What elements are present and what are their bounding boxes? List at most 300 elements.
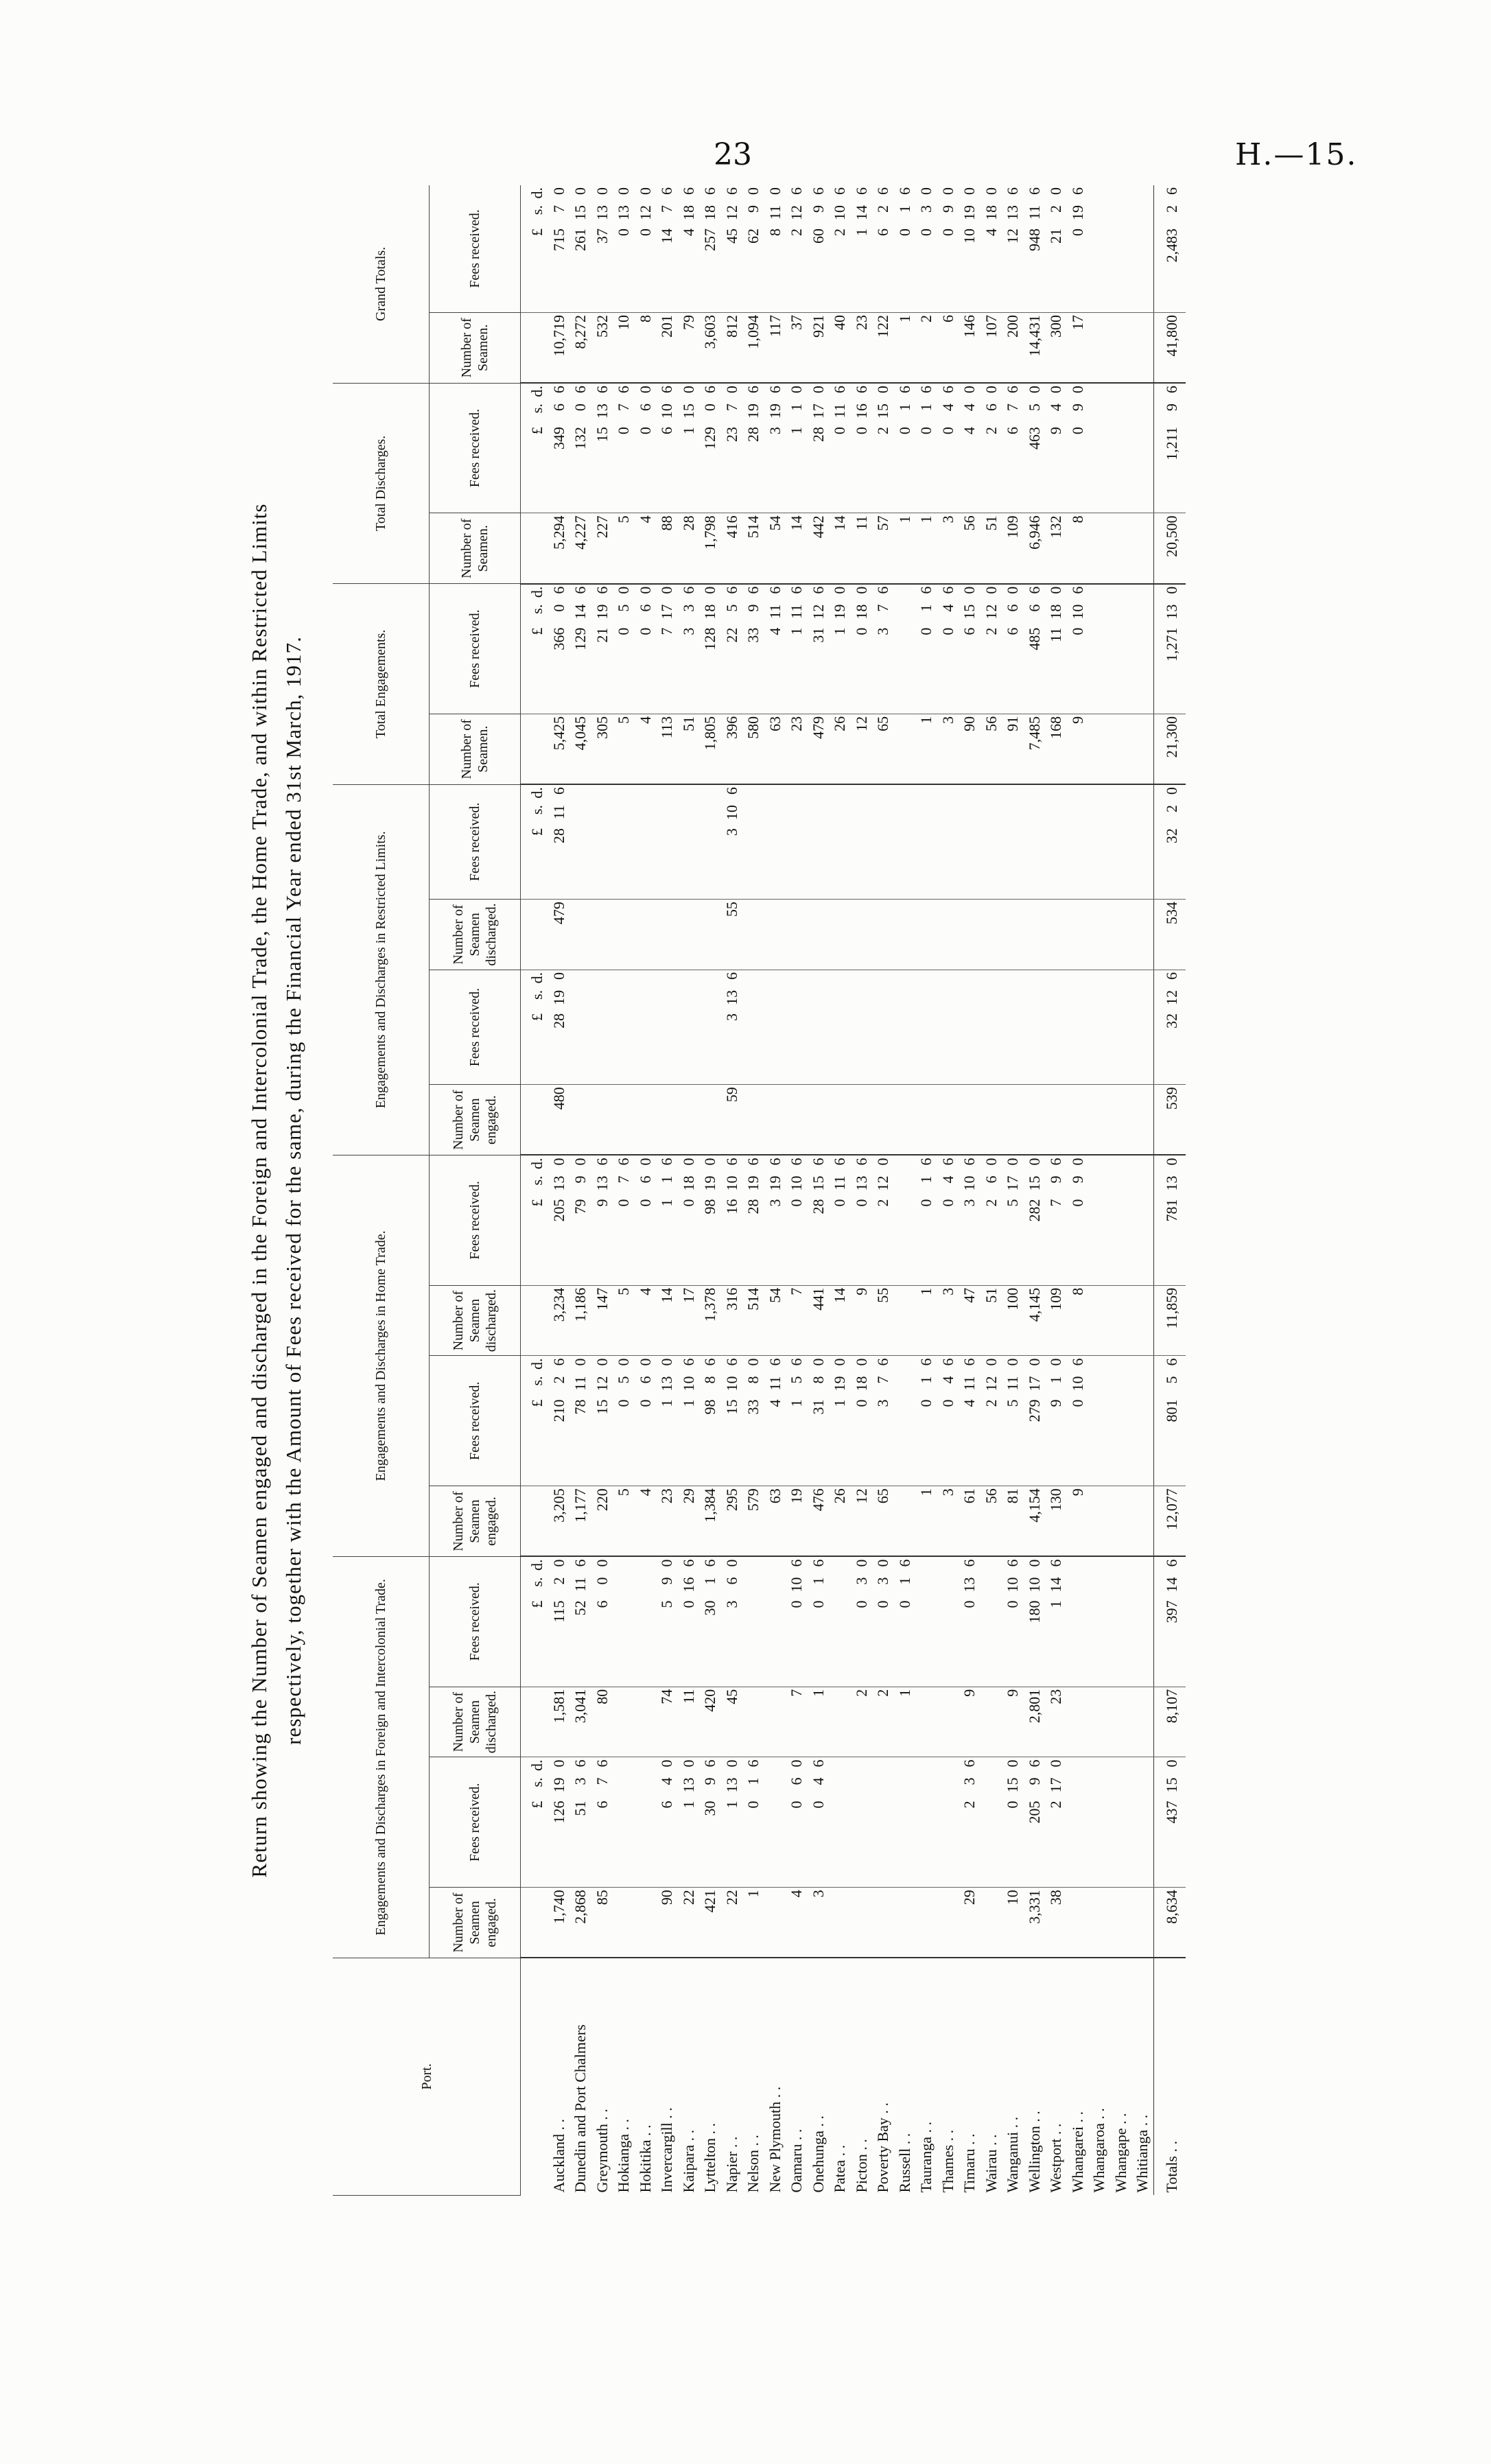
fees-cell — [1110, 784, 1132, 900]
fees-cell — [1153, 1556, 1186, 1687]
fees-cell — [1067, 1155, 1089, 1285]
fees-cell — [1002, 1757, 1024, 1888]
count-cell: 421 — [699, 1888, 721, 1958]
fees-cell — [959, 1556, 981, 1687]
count-cell: 47 — [959, 1285, 981, 1356]
fees-cell — [1131, 185, 1153, 312]
pounds-value: 129 — [572, 627, 589, 650]
count-cell: 416 — [721, 513, 743, 584]
pounds-value: 0 — [852, 1199, 870, 1207]
fees-cell — [786, 584, 808, 714]
fees-cell — [915, 1556, 937, 1687]
fees-cell — [1153, 584, 1186, 714]
pence-value: 0 — [615, 1358, 632, 1366]
shillings-value: 5 — [788, 1376, 805, 1384]
port-name: Lyttelton . . — [701, 2123, 718, 2193]
currency-units — [521, 584, 548, 714]
count-cell: 130 — [1045, 1486, 1067, 1557]
currency-units — [521, 1356, 548, 1486]
shillings-value: 0 — [550, 604, 567, 612]
pounds-value: 33 — [744, 1399, 762, 1415]
count-cell: 1 — [915, 1486, 937, 1557]
fees-cell — [699, 1757, 721, 1888]
count-cell — [1088, 513, 1110, 584]
pence-value: 6 — [1162, 1559, 1180, 1567]
shillings-value: 13 — [1004, 205, 1021, 220]
pounds-value: 4 — [961, 427, 978, 435]
count-cell — [894, 1285, 916, 1356]
shillings-value: 9 — [939, 205, 956, 213]
fees-cell — [1088, 1155, 1110, 1285]
count-cell: 201 — [656, 312, 678, 383]
count-cell — [981, 1687, 1002, 1757]
pence-value: 0 — [658, 1358, 675, 1366]
count-cell — [1110, 1285, 1132, 1356]
fees-cell — [915, 970, 937, 1084]
count-cell — [1088, 1085, 1110, 1155]
table-row — [1067, 185, 1089, 2196]
shillings-value: 4 — [809, 1777, 827, 1785]
unit-spacer — [521, 1687, 548, 1757]
fees-cell — [656, 1556, 678, 1687]
fees-cell — [1153, 1356, 1186, 1486]
pence-value: 0 — [917, 187, 935, 195]
pounds-value: 0 — [809, 1600, 827, 1608]
pence-value: 0 — [593, 1358, 611, 1366]
shillings-value: 11 — [572, 1376, 589, 1391]
fees-cell — [851, 1556, 873, 1687]
currency-unit-row — [521, 185, 548, 2196]
fees-cell — [1067, 1556, 1089, 1687]
pounds-value: 28 — [744, 1199, 762, 1215]
count-cell: 3 — [808, 1888, 830, 1958]
shillings-value: 12 — [1162, 989, 1180, 1005]
count-cell — [937, 1888, 959, 1958]
shillings-value: 19 — [831, 1376, 848, 1392]
shillings-value: 19 — [766, 403, 784, 419]
pounds-value: 28 — [550, 828, 567, 844]
count-cell: 79 — [678, 312, 700, 383]
pounds-value: 0 — [1068, 1199, 1086, 1207]
count-cell: 14 — [656, 1285, 678, 1356]
pounds-value: 60 — [809, 228, 827, 244]
pence-value: 6 — [766, 1158, 784, 1166]
fees-cell — [808, 784, 830, 900]
pence-value: 6 — [701, 1358, 718, 1366]
count-cell: 56 — [959, 513, 981, 584]
pounds-value: 32 — [1162, 828, 1180, 844]
sub-header-fees: Fees received. — [430, 1356, 521, 1486]
shillings-value: 8 — [809, 1376, 827, 1384]
count-cell: 1,581 — [548, 1687, 570, 1757]
shillings-value: 4 — [939, 604, 956, 612]
pence-value: 6 — [744, 1158, 762, 1166]
pounds-value: 2 — [1047, 1800, 1064, 1809]
currency-units — [521, 970, 548, 1084]
fees-cell — [613, 1356, 635, 1486]
fees-cell — [851, 970, 873, 1084]
shillings-value: 0 — [593, 1577, 611, 1585]
shillings-value: 11 — [766, 205, 784, 220]
count-cell: 812 — [721, 312, 743, 383]
fees-cell — [959, 1155, 981, 1285]
fees-cell — [1067, 784, 1089, 900]
port-name: Tauranga . . — [917, 2121, 935, 2193]
pence-value: 6 — [1162, 972, 1180, 980]
pence-value: 6 — [809, 1158, 827, 1166]
pence-value: 0 — [1162, 787, 1180, 795]
pence-value: 0 — [1047, 1759, 1064, 1768]
fees-cell — [1088, 970, 1110, 1084]
pence-value: 0 — [1004, 586, 1021, 594]
pounds-value: 0 — [939, 1199, 956, 1207]
count-cell: 9 — [1067, 1486, 1089, 1557]
shillings-value: 15 — [679, 403, 697, 419]
shillings-value: 9 — [1068, 403, 1086, 412]
unit-d: d. — [528, 972, 545, 984]
shillings-value: 10 — [723, 805, 740, 821]
port-name: Nelson . . — [744, 2135, 762, 2193]
fees-cell — [721, 1757, 743, 1888]
shillings-value: 19 — [744, 403, 762, 419]
count-cell: 63 — [764, 714, 786, 784]
unit-spacer — [521, 1486, 548, 1557]
port-name: Dunedin and Port Chalmers — [572, 2024, 589, 2193]
fees-cell — [699, 784, 721, 900]
pence-value: 6 — [658, 386, 675, 394]
count-cell: 220 — [591, 1486, 613, 1557]
table-row — [678, 185, 700, 2196]
pence-value: 6 — [658, 1158, 675, 1166]
fees-cell — [548, 1757, 570, 1888]
count-cell — [829, 1888, 851, 1958]
shillings-value: 19 — [766, 1175, 784, 1191]
count-cell — [1131, 312, 1153, 383]
pence-value: 6 — [766, 586, 784, 594]
count-cell — [1110, 1486, 1132, 1557]
count-cell — [786, 1085, 808, 1155]
pounds-value: 52 — [572, 1600, 589, 1616]
shillings-value: 4 — [939, 403, 956, 412]
count-cell: 54 — [764, 1285, 786, 1356]
fees-cell — [548, 970, 570, 1084]
shillings-value: 15 — [572, 205, 589, 220]
count-cell — [1131, 513, 1153, 584]
pence-value: 0 — [744, 187, 762, 195]
unit-d: d. — [528, 586, 545, 598]
shillings-value: 11 — [1025, 205, 1043, 220]
shillings-value: 13 — [852, 1175, 870, 1191]
fees-cell — [786, 1155, 808, 1285]
pence-value: 6 — [550, 586, 567, 594]
count-cell — [829, 900, 851, 970]
count-cell — [915, 1687, 937, 1757]
shillings-value: 3 — [852, 1577, 870, 1585]
count-cell: 65 — [872, 1486, 894, 1557]
count-cell: 11 — [851, 513, 873, 584]
count-cell: 107 — [981, 312, 1002, 383]
fees-cell — [1153, 1155, 1186, 1285]
fees-cell — [678, 383, 700, 513]
shillings-value: 4 — [939, 1376, 956, 1384]
pounds-value: 6 — [658, 1800, 675, 1809]
sub-header-seamen: Number of Seamen. — [430, 513, 521, 584]
fees-cell — [894, 1757, 916, 1888]
pence-value: 0 — [1047, 187, 1064, 195]
fees-cell — [1024, 383, 1046, 513]
fees-cell — [635, 1757, 657, 1888]
sub-header-fees: Fees received. — [430, 784, 521, 900]
pence-value: 0 — [615, 586, 632, 594]
pounds-value: 0 — [939, 627, 956, 635]
unit-d: d. — [528, 1759, 545, 1771]
unit-s: s. — [528, 1577, 545, 1587]
count-cell — [1088, 1888, 1110, 1958]
shillings-value: 16 — [852, 403, 870, 419]
shillings-value: 6 — [1004, 604, 1021, 612]
shillings-value: 4 — [939, 1175, 956, 1184]
pounds-value: 0 — [615, 427, 632, 435]
pence-value: 0 — [1025, 1158, 1043, 1166]
fees-cell — [937, 970, 959, 1084]
count-cell: 8,634 — [1153, 1888, 1186, 1958]
count-cell: 4,227 — [570, 513, 591, 584]
pounds-value: 0 — [744, 1800, 762, 1809]
fees-cell — [937, 1155, 959, 1285]
count-cell — [829, 1687, 851, 1757]
unit-d: d. — [528, 787, 545, 799]
count-cell: 81 — [1002, 1486, 1024, 1557]
fees-cell — [1131, 1356, 1153, 1486]
unit-s: s. — [528, 403, 545, 414]
pence-value: 6 — [744, 1759, 762, 1768]
pence-value: 0 — [982, 386, 1000, 394]
fees-cell — [894, 784, 916, 900]
shillings-value: 6 — [1025, 604, 1043, 612]
pence-value: 6 — [1162, 187, 1180, 195]
shillings-value: 17 — [1004, 1175, 1021, 1191]
fees-cell — [764, 1356, 786, 1486]
unit-d: d. — [528, 1158, 545, 1169]
fees-cell — [1045, 1757, 1067, 1888]
pence-value: 6 — [874, 1358, 891, 1366]
count-cell — [872, 900, 894, 970]
count-cell — [1131, 1486, 1153, 1557]
fees-cell — [591, 584, 613, 714]
pence-value: 6 — [895, 187, 913, 195]
fees-cell — [1131, 1757, 1153, 1888]
shillings-value: 12 — [636, 205, 654, 220]
pounds-value: 6 — [961, 627, 978, 635]
pence-value: 6 — [1004, 187, 1021, 195]
count-cell: 22 — [721, 1888, 743, 1958]
currency-units — [521, 784, 548, 900]
table-row — [915, 185, 937, 2196]
pence-value: 6 — [550, 386, 567, 394]
count-cell: 8 — [635, 312, 657, 383]
shillings-value: 18 — [852, 604, 870, 620]
count-cell: 51 — [981, 1285, 1002, 1356]
pounds-value: 12 — [1004, 228, 1021, 244]
shillings-value: 12 — [788, 205, 805, 220]
fees-cell — [959, 584, 981, 714]
count-cell: 579 — [742, 1486, 764, 1557]
pence-value: 0 — [1162, 1158, 1180, 1166]
count-cell: 316 — [721, 1285, 743, 1356]
pounds-value: 0 — [852, 1600, 870, 1608]
pence-value: 6 — [1025, 586, 1043, 594]
count-cell: 295 — [721, 1486, 743, 1557]
count-cell — [1131, 1687, 1153, 1757]
pence-value: 6 — [593, 1759, 611, 1768]
fees-cell — [591, 1556, 613, 1687]
fees-cell — [742, 1155, 764, 1285]
pounds-value: 2 — [982, 427, 1000, 435]
fees-cell — [1088, 584, 1110, 714]
pounds-value: 8 — [766, 228, 784, 236]
count-cell — [894, 714, 916, 784]
pounds-value: 0 — [636, 627, 654, 635]
shillings-value: 9 — [1068, 1175, 1086, 1184]
fees-cell — [721, 784, 743, 900]
fees-cell — [699, 1356, 721, 1486]
shillings-value: 18 — [701, 604, 718, 620]
count-cell: 1,740 — [548, 1888, 570, 1958]
shillings-value: 6 — [550, 403, 567, 412]
fees-cell — [981, 1556, 1002, 1687]
table-row — [1110, 185, 1132, 2196]
count-cell — [786, 900, 808, 970]
group-header-foreign: Engagements and Discharges in Foreign and Intercolonial Trade. — [333, 1556, 430, 1958]
fees-cell — [635, 383, 657, 513]
pounds-value: 37 — [593, 228, 611, 244]
count-cell: 6 — [937, 312, 959, 383]
count-cell: 514 — [742, 513, 764, 584]
fees-cell — [1002, 1556, 1024, 1687]
currency-units — [521, 1155, 548, 1285]
sub-header-fees: Fees received. — [430, 1155, 521, 1285]
pence-value: 6 — [939, 586, 956, 594]
sub-header-discharged: Number of Seamen discharged. — [430, 1285, 521, 1356]
shillings-value: 12 — [982, 1376, 1000, 1392]
count-cell: 8,107 — [1153, 1687, 1186, 1757]
pence-value: 0 — [679, 1158, 697, 1166]
pounds-value: 115 — [550, 1600, 567, 1623]
count-cell — [1088, 1486, 1110, 1557]
pence-value: 0 — [852, 586, 870, 594]
count-cell: 122 — [872, 312, 894, 383]
count-cell — [851, 900, 873, 970]
shillings-value: 15 — [874, 403, 891, 419]
count-cell: 88 — [656, 513, 678, 584]
fees-cell — [937, 185, 959, 312]
fees-cell — [1024, 185, 1046, 312]
port-name: Hokianga . . — [615, 2118, 632, 2193]
pounds-value: 2 — [982, 627, 1000, 635]
fees-cell — [1024, 970, 1046, 1084]
table-row — [937, 185, 959, 2196]
count-cell: 1 — [894, 513, 916, 584]
shillings-value: 6 — [636, 604, 654, 612]
count-cell: 90 — [959, 714, 981, 784]
count-cell: 20,500 — [1153, 513, 1186, 584]
shillings-value: 2 — [874, 205, 891, 213]
pounds-value: 129 — [701, 427, 718, 450]
fees-cell — [1045, 185, 1067, 312]
fees-cell — [786, 970, 808, 1084]
count-cell: 55 — [872, 1285, 894, 1356]
pounds-value: 10 — [961, 228, 978, 244]
pence-value: 0 — [679, 386, 697, 394]
pounds-value: 33 — [744, 627, 762, 643]
fees-cell — [591, 1757, 613, 1888]
count-cell: 85 — [591, 1888, 613, 1958]
fees-cell — [570, 584, 591, 714]
fees-cell — [1131, 1155, 1153, 1285]
pence-value: 0 — [572, 1158, 589, 1166]
pence-value: 0 — [658, 586, 675, 594]
count-cell: 9 — [851, 1285, 873, 1356]
port-name: Whangaroa . . — [1090, 2108, 1107, 2193]
pence-value: 0 — [874, 1158, 891, 1166]
unit-s: s. — [528, 205, 545, 215]
fees-cell — [894, 1155, 916, 1285]
pence-value: 6 — [852, 1158, 870, 1166]
pounds-value: 14 — [658, 228, 675, 244]
fees-cell — [1110, 1556, 1132, 1687]
shillings-value: 1 — [701, 1577, 718, 1585]
pence-value: 6 — [961, 1559, 978, 1567]
fees-cell — [1131, 784, 1153, 900]
fees-cell — [635, 1356, 657, 1486]
fees-cell — [1024, 784, 1046, 900]
port-name: Thames . . — [939, 2129, 956, 2193]
fees-cell — [851, 1155, 873, 1285]
shillings-value: 13 — [593, 1175, 611, 1191]
fees-cell — [786, 383, 808, 513]
pence-value: 6 — [1068, 586, 1086, 594]
shillings-value: 3 — [917, 205, 935, 213]
count-cell: 19 — [786, 1486, 808, 1557]
count-cell — [851, 1888, 873, 1958]
shillings-value: 10 — [679, 1376, 697, 1392]
pounds-value: 3 — [874, 1399, 891, 1407]
fees-cell — [1110, 1356, 1132, 1486]
shillings-value: 4 — [1047, 403, 1064, 412]
pounds-value: 0 — [809, 1800, 827, 1809]
count-cell: 29 — [678, 1486, 700, 1557]
pounds-value: 0 — [1004, 1800, 1021, 1809]
shillings-value: 9 — [1025, 1777, 1043, 1785]
pounds-value: 0 — [615, 1199, 632, 1207]
unit-d: d. — [528, 386, 545, 397]
pence-value: 0 — [636, 1158, 654, 1166]
count-cell — [808, 1085, 830, 1155]
pence-value: 6 — [550, 787, 567, 795]
count-cell: 14 — [829, 513, 851, 584]
pounds-value: 801 — [1162, 1399, 1180, 1422]
pence-value: 0 — [1047, 586, 1064, 594]
fees-cell — [591, 1155, 613, 1285]
pence-value: 0 — [593, 187, 611, 195]
fees-cell — [808, 383, 830, 513]
fees-cell — [548, 1356, 570, 1486]
sub-header-fees: Fees received. — [430, 185, 521, 312]
pounds-value: 7 — [658, 627, 675, 635]
fees-cell — [981, 784, 1002, 900]
count-cell: 109 — [1045, 1285, 1067, 1356]
count-cell: 23 — [786, 714, 808, 784]
